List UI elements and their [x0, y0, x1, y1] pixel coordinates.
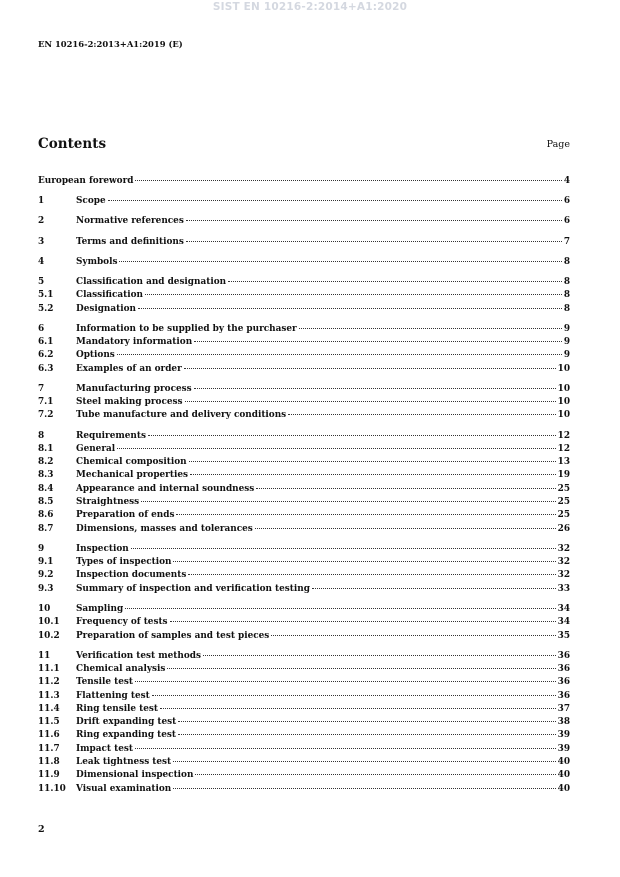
toc-entry[interactable] — [38, 430, 570, 443]
toc-entry-title: Drift expanding test — [76, 717, 177, 728]
toc-entry-number: 11 — [38, 650, 51, 661]
toc-entry-title: Classification — [76, 290, 144, 301]
toc-entry[interactable] — [38, 289, 570, 302]
toc-dot-leader — [271, 635, 555, 636]
toc-entry-title: Steel making process — [76, 397, 183, 408]
toc-entry[interactable] — [38, 236, 570, 249]
toc-entry-page: 10 — [557, 410, 570, 421]
toc-entry-title: Inspection — [76, 543, 129, 554]
toc-entry-title: Examples of an order — [76, 363, 182, 374]
toc-entry-page: 34 — [557, 617, 570, 628]
toc-entry[interactable] — [38, 729, 570, 742]
toc-entry[interactable] — [38, 383, 570, 396]
page-number: 2 — [38, 824, 45, 835]
toc-entry[interactable] — [38, 676, 570, 689]
toc-dot-leader — [255, 528, 556, 529]
toc-dot-leader — [186, 241, 562, 242]
toc-entry-number: 8.3 — [38, 470, 54, 481]
toc-entry[interactable] — [38, 583, 570, 596]
toc-entry-title: Chemical composition — [76, 457, 187, 468]
toc-entry-title: Impact test — [76, 743, 133, 754]
contents-title: Contents — [38, 136, 107, 152]
toc-entry[interactable] — [38, 690, 570, 703]
toc-entry[interactable] — [38, 349, 570, 362]
toc-dot-leader — [185, 401, 556, 402]
toc-entry-title: Terms and definitions — [76, 236, 184, 247]
toc-entry-title: Manufacturing process — [76, 383, 192, 394]
toc-entry-title: Symbols — [76, 256, 118, 267]
toc-entry-page: 7 — [563, 236, 570, 247]
toc-entry[interactable] — [38, 195, 570, 208]
toc-dot-leader — [117, 448, 556, 449]
table-of-contents — [38, 175, 570, 796]
toc-entry-title: Requirements — [76, 430, 146, 441]
toc-entry-page: 9 — [563, 323, 570, 334]
toc-entry-title: Tube manufacture and delivery conditions — [76, 410, 287, 421]
toc-entry[interactable] — [38, 783, 570, 796]
toc-entry-title: Normative references — [76, 216, 184, 227]
toc-entry[interactable] — [38, 616, 570, 629]
toc-entry-title: Dimensional inspection — [76, 770, 194, 781]
toc-entry-number: 8.5 — [38, 497, 54, 508]
toc-entry[interactable] — [38, 716, 570, 729]
toc-entry-number: 11.8 — [38, 757, 60, 768]
toc-entry[interactable] — [38, 409, 570, 422]
toc-dot-leader — [138, 308, 562, 309]
toc-entry-number: 7.2 — [38, 410, 54, 421]
toc-dot-leader — [194, 388, 556, 389]
toc-entry-page: 4 — [563, 176, 570, 186]
toc-entry-page: 25 — [557, 497, 570, 508]
toc-dot-leader — [173, 761, 556, 762]
toc-entry[interactable] — [38, 523, 570, 536]
toc-entry-number: 3 — [38, 236, 45, 247]
toc-entry-title: Preparation of ends — [76, 510, 175, 521]
toc-entry-number: 5.2 — [38, 303, 54, 314]
toc-entry[interactable] — [38, 743, 570, 756]
toc-entry-title: Flattening test — [76, 690, 150, 701]
toc-entry-number: 2 — [38, 216, 45, 227]
toc-entry-page: 8 — [563, 276, 570, 287]
toc-entry[interactable] — [38, 456, 570, 469]
toc-entry-page: 32 — [557, 570, 570, 581]
toc-entry-number: 9 — [38, 543, 45, 554]
watermark: SIST EN 10216-2:2014+A1:2020 — [212, 1, 408, 13]
toc-entry-page: 32 — [557, 557, 570, 568]
toc-dot-leader — [135, 681, 556, 682]
toc-entry-title: Sampling — [76, 603, 124, 614]
toc-entry-title: Information to be supplied by the purchaser — [76, 323, 297, 334]
toc-entry[interactable] — [38, 483, 570, 496]
toc-dot-leader — [141, 501, 555, 502]
toc-entry-page: 9 — [563, 350, 570, 361]
toc-entry[interactable] — [38, 256, 570, 269]
toc-entry-title: Preparation of samples and test pieces — [76, 630, 270, 641]
toc-dot-leader — [194, 341, 562, 342]
toc-entry-number: 11.6 — [38, 730, 60, 741]
toc-entry-page: 39 — [557, 743, 570, 754]
toc-entry[interactable] — [38, 469, 570, 482]
toc-entry-page: 36 — [557, 650, 570, 661]
toc-entry-page: 34 — [557, 603, 570, 614]
toc-entry-page: 12 — [557, 430, 570, 441]
toc-dot-leader — [160, 708, 556, 709]
toc-entry-title: Mechanical properties — [76, 470, 188, 481]
toc-entry-number: 11.2 — [38, 677, 60, 688]
toc-entry-number: 8.4 — [38, 483, 54, 494]
toc-entry-number: 6.1 — [38, 337, 54, 348]
toc-entry-title: Inspection documents — [76, 570, 187, 581]
toc-dot-leader — [190, 474, 556, 475]
toc-dot-leader — [148, 435, 556, 436]
toc-dot-leader — [288, 414, 555, 415]
toc-entry[interactable] — [38, 336, 570, 349]
toc-entry-title: General — [76, 443, 116, 454]
toc-entry[interactable] — [38, 630, 570, 643]
toc-entry-number: 11.7 — [38, 743, 60, 754]
toc-entry-page: 36 — [557, 677, 570, 688]
toc-entry[interactable] — [38, 363, 570, 376]
toc-dot-leader — [178, 721, 555, 722]
toc-entry-number: 9.2 — [38, 570, 54, 581]
toc-entry-page: 8 — [563, 290, 570, 301]
toc-entry[interactable] — [38, 769, 570, 782]
toc-dot-leader — [152, 695, 556, 696]
toc-entry-page: 8 — [563, 256, 570, 267]
toc-entry-number: 8.1 — [38, 443, 54, 454]
toc-dot-leader — [184, 368, 556, 369]
toc-entry-number: 5.1 — [38, 290, 54, 301]
toc-entry-title: Classification and designation — [76, 276, 227, 287]
toc-entry-number: 10.1 — [38, 617, 60, 628]
toc-entry-number: 4 — [38, 256, 45, 267]
toc-entry[interactable] — [38, 496, 570, 509]
toc-entry-number: 8.2 — [38, 457, 54, 468]
toc-entry-number: 10.2 — [38, 630, 60, 641]
toc-entry-number: 8.6 — [38, 510, 54, 521]
toc-dot-leader — [178, 734, 556, 735]
toc-entry-page: 25 — [557, 483, 570, 494]
toc-entry-page: 35 — [557, 630, 570, 641]
toc-entry-page: 19 — [557, 470, 570, 481]
toc-entry[interactable] — [38, 603, 570, 616]
toc-entry-page: 6 — [563, 216, 570, 227]
toc-dot-leader — [173, 788, 555, 789]
toc-entry-number: 7.1 — [38, 397, 54, 408]
toc-entry[interactable] — [38, 215, 570, 228]
toc-entry-title: Frequency of tests — [76, 617, 168, 628]
toc-entry-title: Straightness — [76, 497, 140, 508]
toc-dot-leader — [135, 180, 561, 181]
toc-entry-page: 40 — [557, 783, 570, 794]
toc-entry-number: 5 — [38, 276, 45, 287]
toc-entry-page: 40 — [557, 770, 570, 781]
toc-entry[interactable] — [38, 663, 570, 676]
toc-entry-number: 6.3 — [38, 363, 54, 374]
toc-entry[interactable] — [38, 756, 570, 769]
toc-entry-number: 11.10 — [38, 783, 66, 794]
toc-dot-leader — [117, 354, 562, 355]
toc-entry-page: 10 — [557, 397, 570, 408]
toc-entry-page: 9 — [563, 337, 570, 348]
toc-dot-leader — [195, 774, 555, 775]
toc-entry-page: 26 — [557, 523, 570, 534]
toc-entry[interactable] — [38, 323, 570, 336]
toc-entry-number: 8.7 — [38, 523, 54, 534]
toc-entry-page: 10 — [557, 363, 570, 374]
toc-entry-page: 40 — [557, 757, 570, 768]
toc-dot-leader — [299, 328, 562, 329]
toc-entry-number: 6.2 — [38, 350, 54, 361]
toc-entry-page: 13 — [557, 457, 570, 468]
toc-entry-page: 39 — [557, 730, 570, 741]
toc-dot-leader — [145, 294, 562, 295]
toc-entry-number: 8 — [38, 430, 45, 441]
toc-entry-title: Leak tightness test — [76, 757, 172, 768]
toc-entry[interactable] — [38, 303, 570, 316]
toc-entry-number: 9.3 — [38, 583, 54, 594]
toc-entry[interactable] — [38, 703, 570, 716]
toc-entry-number: 7 — [38, 383, 45, 394]
toc-dot-leader — [189, 461, 556, 462]
toc-dot-leader — [186, 220, 562, 221]
toc-dot-leader — [125, 608, 555, 609]
toc-entry-title: Appearance and internal soundness — [76, 483, 255, 494]
toc-entry[interactable] — [38, 396, 570, 409]
toc-entry-number: 10 — [38, 603, 51, 614]
toc-entry-number: 11.5 — [38, 717, 60, 728]
toc-entry-number: 1 — [38, 196, 45, 207]
toc-entry[interactable] — [38, 509, 570, 522]
toc-entry-page: 36 — [557, 690, 570, 701]
toc-dot-leader — [135, 748, 556, 749]
toc-entry-title: Chemical analysis — [76, 664, 166, 674]
toc-dot-leader — [203, 655, 556, 656]
toc-entry-page: 32 — [557, 543, 570, 554]
document-id: EN 10216-2:2013+A1:2019 (E) — [38, 39, 183, 49]
toc-entry[interactable] — [38, 556, 570, 569]
toc-entry-title: Ring expanding test — [76, 730, 177, 741]
toc-entry-number: 11.3 — [38, 690, 60, 701]
toc-entry-title: Designation — [76, 303, 136, 314]
toc-entry[interactable] — [38, 543, 570, 556]
toc-dot-leader — [167, 668, 555, 669]
toc-entry-page: 36 — [557, 664, 570, 674]
toc-entry-title: Summary of inspection and verification testing — [76, 583, 310, 594]
toc-entry-title: Mandatory information — [76, 337, 193, 348]
page-column-label: Page — [546, 139, 570, 150]
toc-entry-title: European foreword — [38, 176, 134, 186]
toc-entry-number: 11.9 — [38, 770, 60, 781]
toc-dot-leader — [312, 588, 556, 589]
toc-entry-page: 10 — [557, 383, 570, 394]
toc-entry-title: Dimensions, masses and tolerances — [76, 523, 253, 534]
toc-entry-page: 37 — [557, 703, 570, 714]
toc-dot-leader — [256, 488, 555, 489]
toc-entry-title: Ring tensile test — [76, 703, 159, 714]
toc-dot-leader — [173, 561, 555, 562]
toc-entry[interactable] — [38, 276, 570, 289]
toc-entry[interactable] — [38, 650, 570, 663]
toc-entry-title: Scope — [76, 196, 106, 207]
toc-entry-page: 6 — [563, 196, 570, 207]
toc-entry-page: 8 — [563, 303, 570, 314]
toc-entry-title: Tensile test — [76, 677, 134, 688]
toc-entry-page: 33 — [557, 583, 570, 594]
toc-entry[interactable] — [38, 569, 570, 582]
toc-entry-title: Verification test methods — [76, 650, 201, 661]
toc-entry-page: 38 — [557, 717, 570, 728]
toc-entry-number: 9.1 — [38, 557, 54, 568]
toc-dot-leader — [170, 621, 556, 622]
toc-dot-leader — [228, 281, 562, 282]
toc-dot-leader — [119, 261, 561, 262]
toc-entry-number: 6 — [38, 323, 45, 334]
toc-entry[interactable] — [38, 443, 570, 456]
toc-dot-leader — [176, 514, 555, 515]
toc-dot-leader — [188, 574, 555, 575]
toc-dot-leader — [108, 200, 562, 201]
toc-entry[interactable] — [38, 175, 570, 188]
toc-entry-title: Types of inspection — [76, 557, 172, 568]
toc-entry-number: 11.1 — [38, 664, 60, 674]
toc-entry-title: Options — [76, 350, 115, 361]
toc-entry-page: 12 — [557, 443, 570, 454]
toc-dot-leader — [131, 548, 556, 549]
toc-entry-page: 25 — [557, 510, 570, 521]
toc-entry-title: Visual examination — [76, 783, 172, 794]
toc-entry-number: 11.4 — [38, 703, 60, 714]
